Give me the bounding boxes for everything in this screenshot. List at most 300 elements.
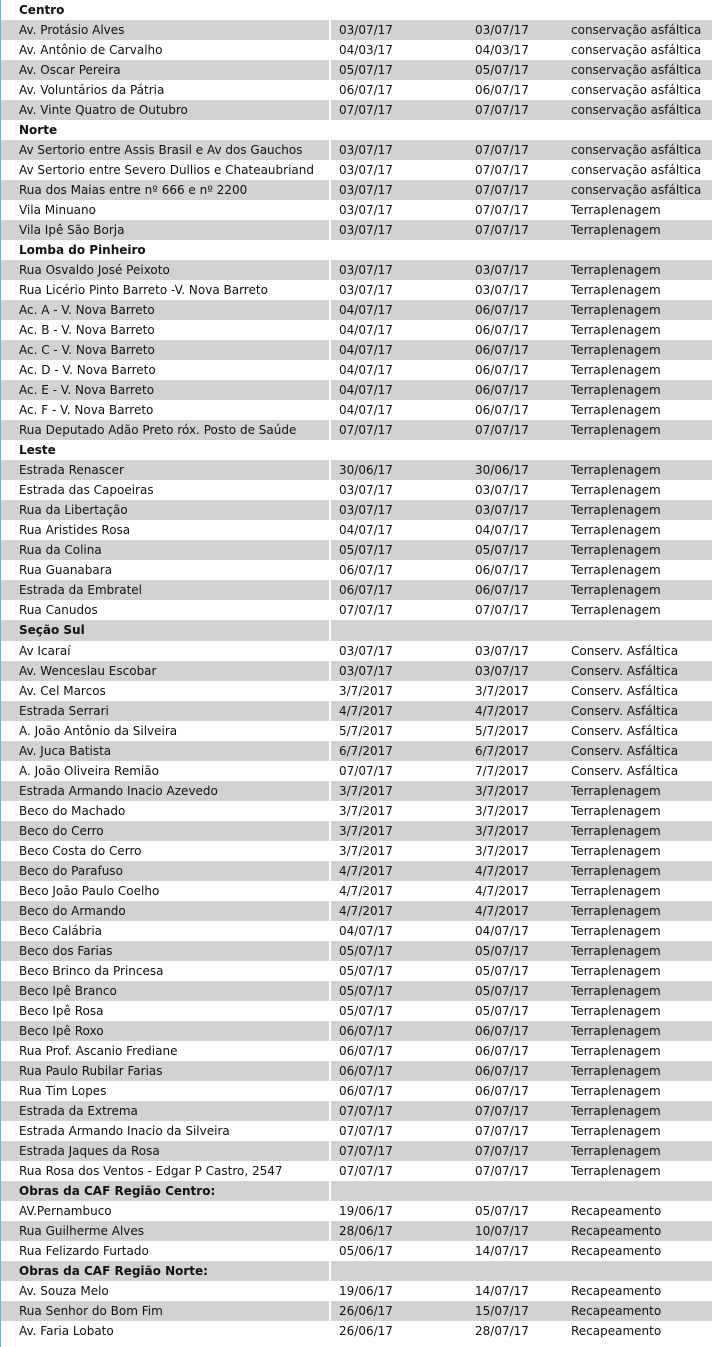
service-type-cell: Terraplenagem: [571, 1063, 661, 1078]
end-date-cell: 06/07/17: [475, 303, 529, 318]
table-row: [1, 280, 712, 300]
table-row: [1, 1021, 712, 1041]
table-row: [1, 320, 712, 340]
table-row: [1, 220, 712, 240]
street-name-cell: Av. Vinte Quatro de Outubro: [19, 103, 188, 118]
street-name-cell: Estrada Armando Inacio da Silveira: [19, 1123, 230, 1138]
end-date-cell: 3/7/2017: [475, 843, 529, 858]
service-type-cell: Terraplenagem: [571, 903, 661, 918]
service-type-cell: Conserv. Asfáltica: [571, 663, 679, 678]
column-gap: [329, 260, 331, 280]
end-date-cell: 5/7/2017: [475, 723, 529, 738]
street-name-cell: Av. Faria Lobato: [19, 1324, 114, 1339]
start-date-cell: 3/7/2017: [339, 783, 393, 798]
end-date-cell: 06/07/17: [475, 323, 529, 338]
street-name-cell: Beco Brinco da Princesa: [19, 963, 164, 978]
start-date-cell: 07/07/17: [339, 1143, 393, 1158]
street-name-cell: Beco Calábria: [19, 923, 103, 938]
start-date-cell: 3/7/2017: [339, 683, 393, 698]
table-row: [1, 80, 712, 100]
end-date-cell: 07/07/17: [475, 1103, 529, 1118]
start-date-cell: 05/06/17: [339, 1243, 393, 1258]
service-type-cell: Terraplenagem: [571, 963, 661, 978]
column-gap: [329, 140, 331, 160]
service-type-cell: Terraplenagem: [571, 263, 661, 278]
start-date-cell: 3/7/2017: [339, 843, 393, 858]
table-row: [1, 981, 712, 1001]
start-date-cell: 04/07/17: [339, 323, 393, 338]
start-date-cell: 4/7/2017: [339, 863, 393, 878]
street-name-cell: Av. Cel Marcos: [19, 683, 106, 698]
column-gap: [329, 580, 331, 600]
service-type-cell: Terraplenagem: [571, 343, 661, 358]
start-date-cell: 26/06/17: [339, 1324, 393, 1339]
street-name-cell: A. João Antônio da Silveira: [19, 723, 178, 738]
end-date-cell: 06/07/17: [475, 1063, 529, 1078]
table-row: [1, 741, 712, 761]
column-gap: [329, 901, 331, 921]
street-name-cell: Av. Protásio Alves: [19, 23, 125, 38]
table-row: [1, 580, 712, 600]
end-date-cell: 05/07/17: [475, 63, 529, 78]
table-row: [1, 1121, 712, 1141]
start-date-cell: 04/07/17: [339, 523, 393, 538]
service-type-cell: Terraplenagem: [571, 483, 661, 498]
start-date-cell: 07/07/17: [339, 423, 393, 438]
column-gap: [329, 941, 331, 961]
table-row: [1, 761, 712, 781]
street-name-cell: Beco Ipê Branco: [19, 983, 117, 998]
street-name-cell: Rua Guilherme Alves: [19, 1223, 145, 1238]
street-name-cell: Ac. F - V. Nova Barreto: [19, 403, 154, 418]
service-type-cell: Terraplenagem: [571, 783, 661, 798]
start-date-cell: 19/06/17: [339, 1284, 393, 1298]
section-header: [1, 120, 712, 140]
service-type-cell: Terraplenagem: [571, 423, 661, 438]
start-date-cell: 03/07/17: [339, 183, 393, 198]
service-type-cell: Terraplenagem: [571, 1023, 661, 1038]
service-type-cell: Terraplenagem: [571, 803, 661, 818]
street-name-cell: Ac. D - V. Nova Barreto: [19, 363, 156, 378]
table-row: [1, 20, 712, 40]
table-row: [1, 140, 712, 160]
service-type-cell: Terraplenagem: [571, 463, 661, 478]
end-date-cell: 4/7/2017: [475, 883, 529, 898]
street-name-cell: Ac. A - V. Nova Barreto: [19, 303, 155, 318]
service-type-cell: Terraplenagem: [571, 1163, 661, 1178]
table-row: [1, 1301, 712, 1321]
end-date-cell: 07/07/17: [475, 223, 529, 238]
street-name-cell: Rua Aristides Rosa: [19, 523, 131, 538]
start-date-cell: 30/06/17: [339, 463, 393, 478]
service-type-cell: Conserv. Asfáltica: [571, 643, 679, 658]
street-name-cell: Beco do Armando: [19, 903, 126, 918]
column-gap: [329, 380, 331, 400]
service-type-cell: Terraplenagem: [571, 1043, 661, 1058]
street-name-cell: Estrada Renascer: [19, 463, 124, 478]
street-name-cell: Ac. E - V. Nova Barreto: [19, 383, 155, 398]
column-gap: [329, 100, 331, 120]
start-date-cell: 05/07/17: [339, 943, 393, 958]
start-date-cell: 04/07/17: [339, 403, 393, 418]
table-row: [1, 641, 712, 661]
start-date-cell: 06/07/17: [339, 83, 393, 98]
end-date-cell: 04/07/17: [475, 523, 529, 538]
street-name-cell: Estrada das Capoeiras: [19, 483, 154, 498]
street-name-cell: Av. Voluntários da Pátria: [19, 83, 165, 98]
end-date-cell: 07/07/17: [475, 203, 529, 218]
street-name-cell: Rua dos Maias entre nº 666 e nº 2200: [19, 183, 248, 198]
end-date-cell: 06/07/17: [475, 403, 529, 418]
end-date-cell: 7/7/2017: [475, 763, 529, 778]
column-gap: [329, 861, 331, 881]
table-row: [1, 520, 712, 540]
service-type-cell: conservação asfáltica: [571, 83, 702, 98]
table-row: [1, 200, 712, 220]
street-name-cell: Rua da Libertação: [19, 503, 128, 518]
start-date-cell: 07/07/17: [339, 603, 393, 618]
end-date-cell: 06/07/17: [475, 383, 529, 398]
table-row: [1, 180, 712, 200]
start-date-cell: 07/07/17: [339, 103, 393, 118]
start-date-cell: 6/7/2017: [339, 743, 393, 758]
street-name-cell: Ac. B - V. Nova Barreto: [19, 323, 155, 338]
street-name-cell: AV.Pernambuco: [19, 1203, 112, 1218]
street-name-cell: Av. Antônio de Carvalho: [19, 43, 163, 58]
table-row: [1, 100, 712, 120]
service-type-cell: Terraplenagem: [571, 1143, 661, 1158]
end-date-cell: 07/07/17: [475, 423, 529, 438]
service-type-cell: Terraplenagem: [571, 323, 661, 338]
column-gap: [329, 220, 331, 240]
start-date-cell: 03/07/17: [339, 23, 393, 38]
street-name-cell: Av Sertorio entre Severo Dullios e Chateaubriand: [19, 163, 314, 178]
street-name-cell: Rua Paulo Rubilar Farias: [19, 1063, 163, 1078]
start-date-cell: 04/07/17: [339, 923, 393, 938]
start-date-cell: 07/07/17: [339, 1123, 393, 1138]
start-date-cell: 03/07/17: [339, 163, 393, 178]
street-name-cell: Av. Juca Batista: [19, 743, 112, 758]
table-row: [1, 841, 712, 861]
start-date-cell: 03/07/17: [339, 483, 393, 498]
start-date-cell: 05/07/17: [339, 1003, 393, 1018]
street-name-cell: Beco dos Farias: [19, 943, 113, 958]
column-gap: [329, 701, 331, 721]
section-header: [1, 240, 712, 260]
service-type-cell: Terraplenagem: [571, 543, 661, 558]
table-row: [1, 1321, 712, 1341]
table-row: [1, 480, 712, 500]
end-date-cell: 05/07/17: [475, 1203, 529, 1218]
table-row: [1, 961, 712, 981]
service-type-cell: Terraplenagem: [571, 1003, 661, 1018]
section-title: Norte: [19, 123, 58, 138]
table-row: [1, 681, 712, 701]
table-row: [1, 40, 712, 60]
end-date-cell: 06/07/17: [475, 563, 529, 578]
table-row: [1, 460, 712, 480]
end-date-cell: 28/07/17: [475, 1324, 529, 1339]
service-type-cell: Conserv. Asfáltica: [571, 763, 679, 778]
street-name-cell: Av. Souza Melo: [19, 1284, 109, 1298]
street-name-cell: Rua Deputado Adão Preto róx. Posto de Saúde: [19, 423, 297, 438]
start-date-cell: 03/07/17: [339, 503, 393, 518]
start-date-cell: 26/06/17: [339, 1304, 393, 1319]
table-row: [1, 60, 712, 80]
column-gap: [329, 741, 331, 761]
start-date-cell: 03/07/17: [339, 223, 393, 238]
table-row: [1, 801, 712, 821]
table-row: [1, 1201, 712, 1221]
end-date-cell: 05/07/17: [475, 963, 529, 978]
end-date-cell: 07/07/17: [475, 1123, 529, 1138]
end-date-cell: 06/07/17: [475, 1023, 529, 1038]
table-row: [1, 340, 712, 360]
end-date-cell: 14/07/17: [475, 1284, 529, 1298]
service-type-cell: conservação asfáltica: [571, 23, 702, 38]
table-row: [1, 1281, 712, 1301]
start-date-cell: 03/07/17: [339, 283, 393, 298]
table-row: [1, 380, 712, 400]
service-type-cell: Recapeamento: [571, 1304, 662, 1319]
section-header: [1, 0, 712, 20]
street-name-cell: Rua Canudos: [19, 603, 98, 618]
start-date-cell: 07/07/17: [339, 1103, 393, 1118]
start-date-cell: 06/07/17: [339, 583, 393, 598]
service-type-cell: Terraplenagem: [571, 203, 661, 218]
service-type-cell: Terraplenagem: [571, 983, 661, 998]
start-date-cell: 06/07/17: [339, 1083, 393, 1098]
start-date-cell: 03/07/17: [339, 263, 393, 278]
end-date-cell: 30/06/17: [475, 463, 529, 478]
start-date-cell: 05/07/17: [339, 543, 393, 558]
service-type-cell: Terraplenagem: [571, 863, 661, 878]
end-date-cell: 04/07/17: [475, 923, 529, 938]
end-date-cell: 07/07/17: [475, 183, 529, 198]
service-type-cell: conservação asfáltica: [571, 63, 702, 78]
service-type-cell: conservação asfáltica: [571, 43, 702, 58]
table-row: [1, 1081, 712, 1101]
street-name-cell: Rua Prof. Ascanio Frediane: [19, 1043, 178, 1058]
column-gap: [329, 1261, 331, 1281]
end-date-cell: 06/07/17: [475, 1083, 529, 1098]
start-date-cell: 3/7/2017: [339, 803, 393, 818]
start-date-cell: 04/07/17: [339, 343, 393, 358]
column-gap: [329, 781, 331, 801]
service-type-cell: Conserv. Asfáltica: [571, 703, 679, 718]
table-row: [1, 1101, 712, 1121]
column-gap: [329, 1221, 331, 1241]
end-date-cell: 05/07/17: [475, 543, 529, 558]
street-name-cell: Rua Senhor do Bom Fim: [19, 1304, 163, 1319]
start-date-cell: 5/7/2017: [339, 723, 393, 738]
street-name-cell: Estrada Serrari: [19, 703, 109, 718]
end-date-cell: 14/07/17: [475, 1243, 529, 1258]
table-row: [1, 1221, 712, 1241]
start-date-cell: 06/07/17: [339, 1063, 393, 1078]
table-row: [1, 821, 712, 841]
street-name-cell: Beco João Paulo Coelho: [19, 883, 160, 898]
street-name-cell: Beco do Machado: [19, 803, 126, 818]
table-row: [1, 500, 712, 520]
table-row: [1, 861, 712, 881]
end-date-cell: 6/7/2017: [475, 743, 529, 758]
table-row: [1, 1061, 712, 1081]
table-row: [1, 1161, 712, 1181]
service-type-cell: Terraplenagem: [571, 363, 661, 378]
service-type-cell: Terraplenagem: [571, 883, 661, 898]
table-row: [1, 600, 712, 620]
end-date-cell: 4/7/2017: [475, 903, 529, 918]
table-row: [1, 701, 712, 721]
end-date-cell: 06/07/17: [475, 343, 529, 358]
service-type-cell: Terraplenagem: [571, 303, 661, 318]
section-header: [1, 1181, 712, 1201]
service-type-cell: Recapeamento: [571, 1324, 662, 1339]
service-type-cell: conservação asfáltica: [571, 183, 702, 198]
section-header: [1, 1261, 712, 1281]
table-row: [1, 540, 712, 560]
column-gap: [329, 1061, 331, 1081]
street-name-cell: Beco Ipê Roxo: [19, 1023, 104, 1038]
start-date-cell: 05/07/17: [339, 963, 393, 978]
end-date-cell: 06/07/17: [475, 83, 529, 98]
service-type-cell: Terraplenagem: [571, 383, 661, 398]
end-date-cell: 03/07/17: [475, 23, 529, 38]
table-row: [1, 1041, 712, 1061]
end-date-cell: 05/07/17: [475, 943, 529, 958]
table-row: [1, 160, 712, 180]
end-date-cell: 03/07/17: [475, 663, 529, 678]
end-date-cell: 06/07/17: [475, 1043, 529, 1058]
street-name-cell: Av Sertorio entre Assis Brasil e Av dos Gauchos: [19, 143, 303, 158]
section-title: Centro: [19, 3, 65, 17]
start-date-cell: 06/07/17: [339, 563, 393, 578]
table-row: [1, 360, 712, 380]
service-type-cell: Terraplenagem: [571, 583, 661, 598]
start-date-cell: 03/07/17: [339, 663, 393, 678]
service-type-cell: Recapeamento: [571, 1243, 662, 1258]
service-type-cell: Terraplenagem: [571, 503, 661, 518]
service-type-cell: Conserv. Asfáltica: [571, 683, 679, 698]
column-gap: [329, 1141, 331, 1161]
street-name-cell: Estrada Jaques da Rosa: [19, 1143, 160, 1158]
column-gap: [329, 981, 331, 1001]
end-date-cell: 03/07/17: [475, 503, 529, 518]
table-row: [1, 921, 712, 941]
street-name-cell: Ac. C - V. Nova Barreto: [19, 343, 155, 358]
end-date-cell: 03/07/17: [475, 263, 529, 278]
start-date-cell: 3/7/2017: [339, 823, 393, 838]
section-title: Lomba do Pinheiro: [19, 243, 146, 258]
table-row: [1, 560, 712, 580]
start-date-cell: 04/07/17: [339, 303, 393, 318]
service-type-cell: Recapeamento: [571, 1223, 662, 1238]
section-title: Obras da CAF Região Norte:: [19, 1263, 208, 1278]
service-type-cell: conservação asfáltica: [571, 163, 702, 178]
service-type-cell: Conserv. Asfáltica: [571, 723, 679, 738]
service-type-cell: Terraplenagem: [571, 943, 661, 958]
table-row: [1, 260, 712, 280]
end-date-cell: 05/07/17: [475, 983, 529, 998]
table-row: [1, 881, 712, 901]
end-date-cell: 15/07/17: [475, 1304, 529, 1319]
street-name-cell: Beco do Parafuso: [19, 863, 123, 878]
start-date-cell: 4/7/2017: [339, 703, 393, 718]
section-header: [1, 440, 712, 460]
service-type-cell: Terraplenagem: [571, 223, 661, 238]
street-name-cell: Av. Oscar Pereira: [19, 63, 121, 78]
end-date-cell: 10/07/17: [475, 1223, 529, 1238]
end-date-cell: 06/07/17: [475, 583, 529, 598]
table-row: [1, 941, 712, 961]
street-name-cell: Rua Rosa dos Ventos - Edgar P Castro, 2547: [19, 1163, 283, 1178]
table-row: [1, 901, 712, 921]
end-date-cell: 4/7/2017: [475, 863, 529, 878]
service-type-cell: Conserv. Asfáltica: [571, 743, 679, 758]
end-date-cell: 3/7/2017: [475, 823, 529, 838]
column-gap: [329, 1301, 331, 1321]
end-date-cell: 07/07/17: [475, 1143, 529, 1158]
end-date-cell: 07/07/17: [475, 1163, 529, 1178]
street-name-cell: Beco Costa do Cerro: [19, 843, 142, 858]
service-type-cell: Terraplenagem: [571, 403, 661, 418]
column-gap: [329, 1021, 331, 1041]
street-name-cell: Av. Wenceslau Escobar: [19, 663, 157, 678]
street-name-cell: Rua Licério Pinto Barreto -V. Nova Barreto: [19, 283, 268, 298]
service-type-cell: conservação asfáltica: [571, 103, 702, 118]
street-name-cell: Vila Minuano: [19, 203, 96, 218]
street-name-cell: Beco Ipê Rosa: [19, 1003, 104, 1018]
start-date-cell: 05/07/17: [339, 983, 393, 998]
table-row: [1, 1241, 712, 1261]
service-type-cell: Recapeamento: [571, 1284, 662, 1298]
table-row: [1, 420, 712, 440]
service-type-cell: Terraplenagem: [571, 1083, 661, 1098]
start-date-cell: 4/7/2017: [339, 883, 393, 898]
end-date-cell: 3/7/2017: [475, 803, 529, 818]
end-date-cell: 3/7/2017: [475, 783, 529, 798]
service-type-cell: Terraplenagem: [571, 603, 661, 618]
column-gap: [329, 340, 331, 360]
section-title: Seção Sul: [19, 623, 85, 638]
end-date-cell: 03/07/17: [475, 283, 529, 298]
service-type-cell: conservação asfáltica: [571, 143, 702, 158]
end-date-cell: 3/7/2017: [475, 683, 529, 698]
section-header: [1, 620, 712, 640]
street-name-cell: Rua da Colina: [19, 543, 102, 558]
end-date-cell: 06/07/17: [475, 363, 529, 378]
start-date-cell: 07/07/17: [339, 763, 393, 778]
column-gap: [329, 620, 331, 640]
street-name-cell: A. João Oliveira Remião: [19, 763, 159, 778]
street-name-cell: Estrada da Extrema: [19, 1103, 138, 1118]
start-date-cell: 06/07/17: [339, 1043, 393, 1058]
section-title: Obras da CAF Região Centro:: [19, 1183, 216, 1198]
start-date-cell: 4/7/2017: [339, 903, 393, 918]
table-row: [1, 1001, 712, 1021]
end-date-cell: 4/7/2017: [475, 703, 529, 718]
street-name-cell: Av Icaraí: [19, 643, 71, 658]
end-date-cell: 05/07/17: [475, 1003, 529, 1018]
end-date-cell: 07/07/17: [475, 143, 529, 158]
table-row: [1, 300, 712, 320]
start-date-cell: 06/07/17: [339, 1023, 393, 1038]
table-row: [1, 400, 712, 420]
service-type-cell: Recapeamento: [571, 1203, 662, 1218]
column-gap: [329, 1181, 331, 1201]
start-date-cell: 03/07/17: [339, 203, 393, 218]
